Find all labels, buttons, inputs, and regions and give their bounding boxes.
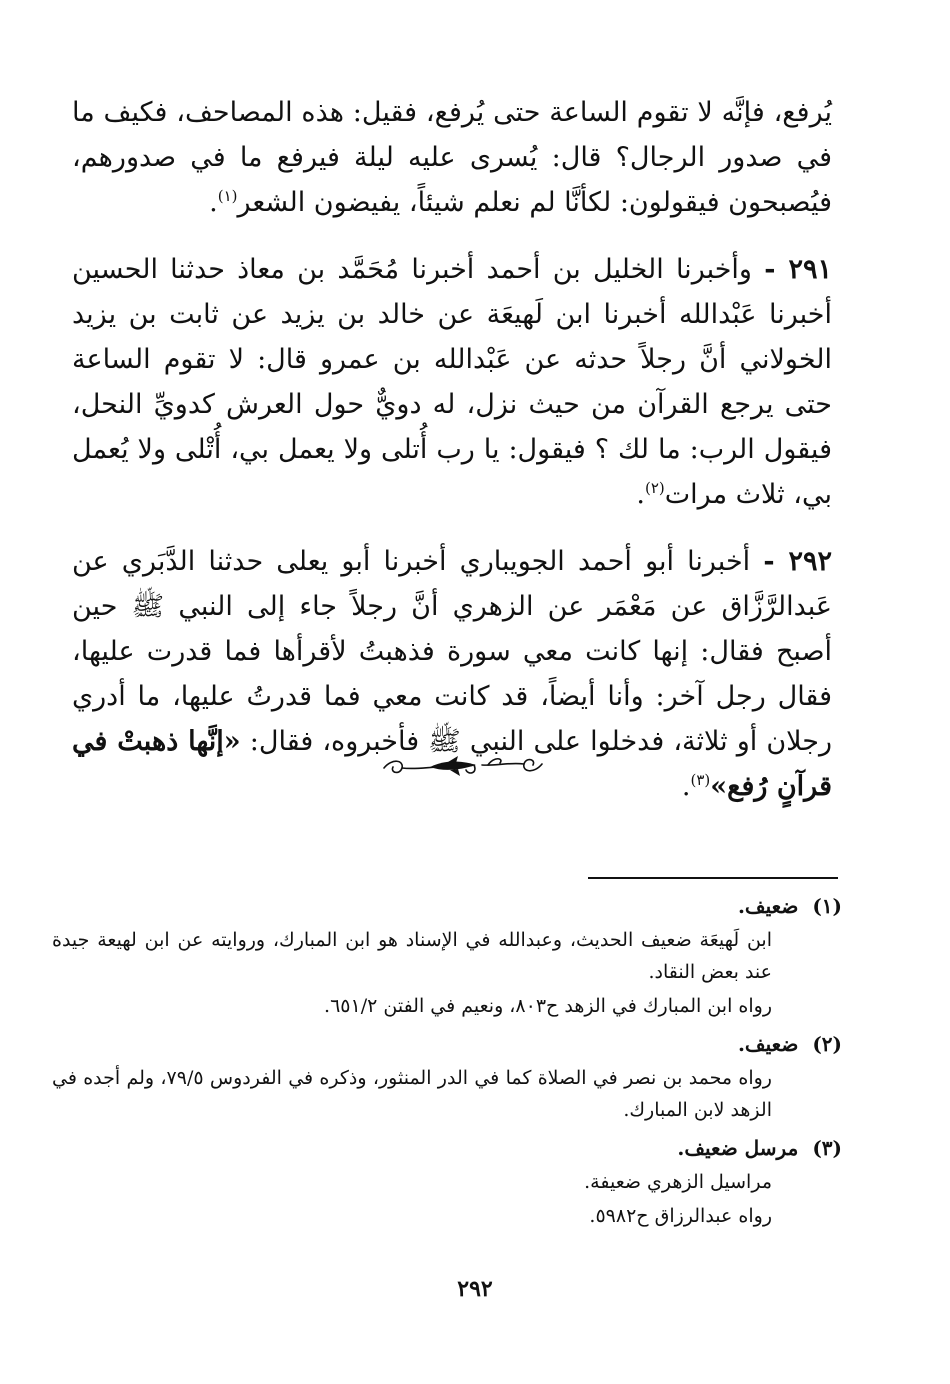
hadith-end-292: . bbox=[681, 771, 691, 802]
footnote-ref: (٢) bbox=[812, 1032, 842, 1056]
hadith-number-291: ٢٩١ - bbox=[764, 254, 832, 285]
footnote-ref: (٣) bbox=[812, 1136, 842, 1160]
hadith-end-291: . bbox=[636, 479, 645, 510]
footnote-divider bbox=[588, 877, 838, 879]
footnote-marker-2: (٢) bbox=[644, 479, 665, 497]
main-text-block bbox=[72, 90, 832, 809]
footnote-marker-3: (٣) bbox=[690, 771, 711, 789]
footnote-grade: مرسل ضعيف. bbox=[677, 1136, 799, 1160]
hadith-number-292: ٢٩٢ - bbox=[763, 546, 832, 577]
footnotes-section bbox=[52, 888, 842, 1236]
footnote-header bbox=[52, 888, 842, 924]
prophetic-quote: «إنَّها ذهبتْ في قرآنٍ رُفع» bbox=[72, 726, 832, 802]
hadith-text-291: وأخبرنا الخليل بن أحمد أخبرنا مُحَمَّد بن معاذ حدثنا الحسين أخبرنا عَبْدالله أخبرنا ابن لَهيعَة عن خالد بن يزيد عن ثابت بن يزيد الخولاني أنَّ رجلاً حدثه عن عَبْدالله بن عمرو قال: لا تقوم الساعة حتى يرجع القرآن من حيث نزل، له دويٌّ حول العرش كدويِّ النحل، فيقول الرب: ما لك ؟ فيقول: يا رب أُتلى ولا يعمل بي، أُتْلى ولا يُعمل بي، ثلاث مرات bbox=[72, 254, 832, 510]
footnote-line: رواه عبدالرزاق ح٥٩٨٢. bbox=[589, 1205, 772, 1227]
footnote-grade: ضعيف. bbox=[737, 894, 799, 918]
paragraph-text: يُرفع، فإنَّه لا تقوم الساعة حتى يُرفع، فقيل: هذه المصاحف، فكيف ما في صدور الرجال؟ قال: يُسرى عليه ليلة فيرفع ما في صدورهم، فيُصبحون فيقولون: لكأنَّا لم نعلم شيئاً، يفيضون الشعر bbox=[72, 97, 832, 218]
footnote-1 bbox=[52, 888, 842, 1022]
footnote-line: رواه ابن المبارك في الزهد ح٨٠٣، ونعيم في الفتن ٦٥١/٢. bbox=[324, 995, 772, 1017]
hadith-text-292: أخبرنا أبو أحمد الجويباري أخبرنا أبو يعلى حدثنا الدَّبَري عن عَبدالرَّزَّاق عن مَعْمَر عن الزهري أنَّ رجلاً جاء إلى النبي ﷺ حين أصبح فقال: إنها كانت معي سورة فذهبتُ لأقرأها فما قدرت عليها، فقال رجل آخر: وأنا أيضاً، قد كانت معي فما قدرتُ عليها، ما أدري رجلان أو ثلاثة، فدخلوا على النبي ﷺ فأخبروه، فقال: bbox=[72, 546, 832, 757]
hadith-291 bbox=[72, 247, 832, 517]
footnote-line: رواه محمد بن نصر في الصلاة كما في الدر المنثور، وذكره في الفردوس ٧٩/٥، ولم أجده في الزهد لابن المبارك. bbox=[52, 1067, 772, 1121]
footnote-2 bbox=[52, 1026, 842, 1126]
paragraph-end: . bbox=[209, 187, 218, 218]
footnote-header bbox=[52, 1130, 842, 1166]
footnote-grade: ضعيف. bbox=[737, 1032, 799, 1056]
footnote-line: مراسيل الزهري ضعيفة. bbox=[584, 1171, 772, 1193]
footnote-ref: (١) bbox=[812, 894, 842, 918]
page-number: ٢٩٢ bbox=[457, 1276, 493, 1302]
footnote-marker-1: (١) bbox=[217, 187, 238, 205]
paragraph-continuation bbox=[72, 90, 832, 225]
footnote-line: ابن لَهيعَة ضعيف الحديث، وعبدالله في الإسناد هو ابن المبارك، وروايته عن ابن لهيعة جيدة عند بعض النقاد. bbox=[52, 929, 772, 983]
footnote-header bbox=[52, 1026, 842, 1062]
footnote-3 bbox=[52, 1130, 842, 1232]
decorative-ornament-icon bbox=[378, 748, 548, 784]
